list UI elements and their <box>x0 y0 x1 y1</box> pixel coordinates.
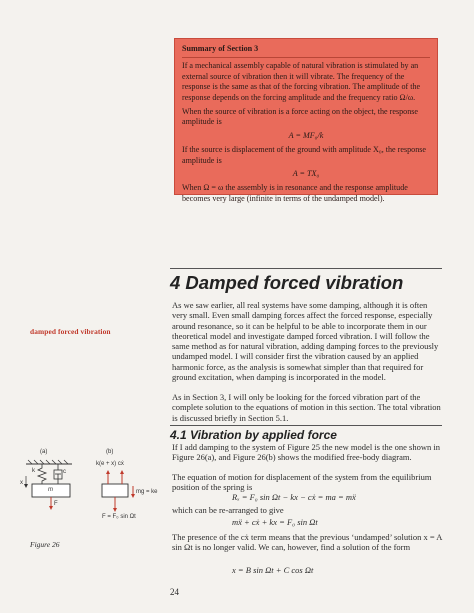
summary-title: Summary of Section 3 <box>182 44 259 53</box>
free-body-mass <box>102 484 128 497</box>
subsection-heading: 4.1 Vibration by applied force <box>170 428 337 442</box>
mass-label: m <box>48 487 53 493</box>
margin-note: damped forced vibration <box>30 327 111 336</box>
section-heading: 4 Damped forced vibration <box>170 272 404 293</box>
weight-label: mg = ke <box>136 489 158 495</box>
figure-diagram <box>18 456 168 536</box>
body-paragraph <box>172 532 444 553</box>
displacement-label: x <box>20 480 23 486</box>
weight-arrow-icon <box>131 494 135 498</box>
subsection-rule <box>170 425 442 426</box>
summary-equation: A = MF₀/k <box>288 130 324 140</box>
section-rule <box>170 268 442 269</box>
figure-label-b: (b) <box>106 449 114 455</box>
paragraph-text: If I add damping to the system of Figure 25 the new model is the one shown in Figure 26(a), and Figure 26(b) shows the modified free-body diagram. <box>172 442 440 463</box>
body-paragraph <box>172 300 444 382</box>
paragraph-text: As in Section 3, I will only be looking for the forced vibration part of the complete solution to the equations of motion in this section. The total vibration is discussed briefly in Section 5.1. <box>172 392 441 423</box>
damping-force-arrow-icon <box>120 470 124 474</box>
figure-label-a: (a) <box>40 449 48 455</box>
summary-paragraph: If the source is displacement of the ground with amplitude X₀, the response amplitude is <box>182 145 426 165</box>
applied-force-arrow-icon <box>113 508 117 512</box>
figure-caption: Figure 26 <box>30 540 60 549</box>
equation: Rₓ = F₀ sin Ωt − kx − cẋ = ma = mẍ <box>232 492 356 502</box>
body-paragraph <box>172 472 444 493</box>
paragraph-text: which can be re-arranged to give <box>172 505 284 515</box>
applied-force-label: F = F₀ sin Ωt <box>102 514 136 520</box>
summary-paragraph: When the source of vibration is a force acting on the object, the response amplitude is <box>182 107 418 127</box>
equation: mẍ + cẋ + kx = F₀ sin Ωt <box>232 517 318 527</box>
summary-paragraph: If a mechanical assembly capable of natural vibration is stimulated by an external source of vibration then it will vibrate. The frequency of the response is the same as that of the forcing vibration. The amplitude of the response depends on the forcing amplitude and the frequency ratio Ω/ω. <box>182 61 421 102</box>
summary-box <box>174 38 438 203</box>
body-paragraph <box>172 442 444 463</box>
paragraph-text: The equation of motion for displacement of the system from the equilibrium position of the spring is <box>172 472 432 493</box>
paragraph-text: The presence of the cẋ term means that the previous ‘undamped’ solution x = A sin Ωt is no longer valid. We can, however, find a solution of the form <box>172 532 442 553</box>
page-number: 24 <box>170 587 179 597</box>
summary-paragraph: When Ω = ω the assembly is in resonance and the response amplitude becomes very large (infinite in terms of the undamped model). <box>182 183 408 203</box>
figure-26 <box>18 449 168 536</box>
top-forces-label: k(e + x) cẋ <box>96 461 124 467</box>
ground-hatch <box>28 460 68 464</box>
spring-icon <box>38 464 46 484</box>
paragraph-text: As we saw earlier, all real systems have some damping, although it is often very small. Even small damping forces affect the forced response, especially around resonance, so it can be helpful to be able to incorporate them in our theoretical model and investigate damped forced vibration. I will follow the same method as for natural vibration, adding damping forces to the previously undamped model. I will consider first the vibration caused by an applied harmonic force, as the analysis is somewhat simpler than that required for ground excitation, when damping is incorporated in the model. <box>172 300 439 383</box>
spring-label: k <box>32 468 35 474</box>
body-paragraph <box>172 392 444 423</box>
force-label: F <box>54 501 58 507</box>
summary-equation: A = TX₀ <box>292 169 320 179</box>
spring-force-arrow-icon <box>106 470 110 474</box>
force-arrow-icon <box>49 506 53 510</box>
equation: x = B sin Ωt + C cos Ωt <box>232 565 314 575</box>
damper-label: c <box>63 469 66 475</box>
body-paragraph <box>172 505 444 515</box>
summary-divider <box>182 57 430 58</box>
